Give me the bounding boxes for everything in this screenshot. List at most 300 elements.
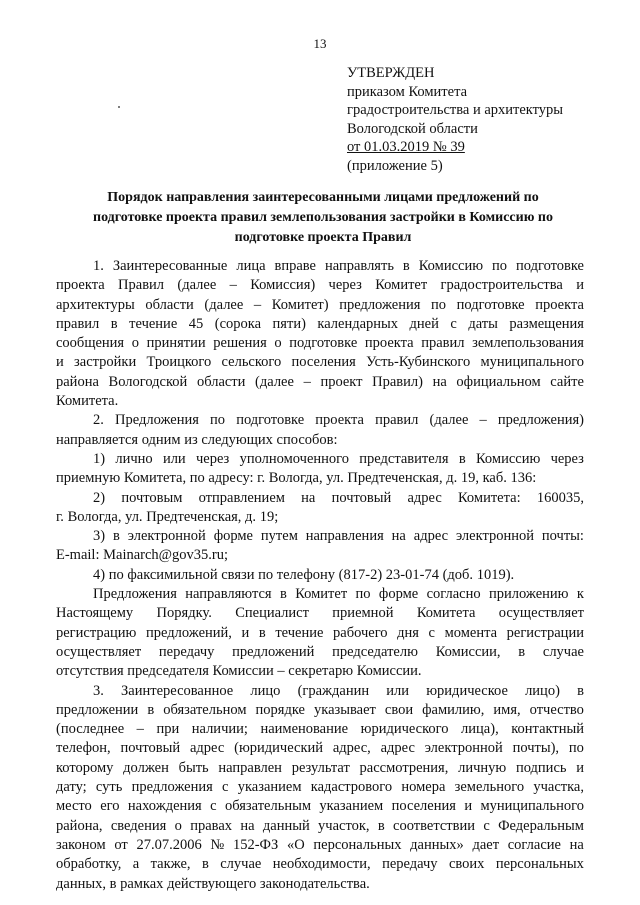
- body-word: 19,: [460, 470, 483, 487]
- body-line: [56, 411, 584, 430]
- body-word: области: [196, 373, 246, 390]
- body-line: [56, 817, 584, 836]
- body-word: (гражданин: [297, 682, 370, 699]
- body-word: Вологда,: [67, 508, 126, 525]
- approval-line-3: градостроительства и архитектуры: [347, 102, 564, 119]
- body-word: «О: [286, 836, 305, 853]
- body-line: [56, 836, 584, 855]
- body-word: Федеральным: [498, 817, 584, 834]
- body-word: Комиссию: [418, 258, 484, 274]
- body-word: сайте: [550, 373, 584, 390]
- body-line: [56, 585, 584, 604]
- body-word: номера: [401, 779, 446, 796]
- body-line: [56, 566, 584, 585]
- body-word: –: [479, 412, 487, 429]
- body-word: на: [391, 528, 406, 545]
- body-word: секретарю: [288, 663, 357, 680]
- body-word: 2.: [93, 412, 104, 429]
- body-word: через: [550, 450, 584, 467]
- body-word: Специалист: [235, 605, 309, 622]
- body-word: путем: [260, 528, 298, 545]
- body-word: –: [229, 277, 237, 294]
- body-word: направления: [305, 528, 384, 545]
- body-word: 3.: [93, 682, 104, 699]
- body-word: дня: [397, 624, 419, 641]
- body-word: председателю: [332, 643, 418, 660]
- body-word: которому: [56, 759, 114, 776]
- approval-line-2: приказом Комитета: [347, 83, 468, 100]
- body-word: Комитет: [295, 586, 348, 603]
- body-word: обязательным: [224, 798, 311, 815]
- body-word: области: [145, 296, 194, 313]
- body-word: телефон,: [56, 740, 111, 757]
- body-word: председателя: [127, 663, 213, 680]
- body-word: правил: [56, 315, 100, 332]
- scan-speck: [118, 106, 120, 108]
- body-word: Предтеченская,: [347, 470, 447, 487]
- body-word: также,: [150, 856, 191, 873]
- body-word: сельского: [221, 354, 282, 371]
- body-word: поселения: [391, 798, 456, 815]
- body-word: приемной: [332, 605, 394, 622]
- body-word: регистрацию: [56, 624, 137, 641]
- body-word: (юридический: [234, 740, 324, 757]
- body-word: правил: [421, 335, 465, 352]
- body-word: лицо: [250, 682, 281, 699]
- body-word: отсутствия: [56, 663, 128, 680]
- body-word: указанием: [319, 798, 384, 815]
- body-word: от: [114, 836, 128, 853]
- body-line: [56, 643, 584, 662]
- body-word: факсимильной: [127, 566, 222, 583]
- body-word: по: [258, 566, 277, 583]
- body-word: по: [189, 470, 209, 487]
- body-word: Настоящему: [56, 605, 134, 622]
- body-word: необходимости,: [272, 856, 371, 873]
- body-line: [56, 759, 584, 778]
- title-line-1: Порядок направления заинтересованными лицами предложений по: [107, 190, 539, 205]
- body-word: течение: [275, 624, 324, 641]
- approval-line-1: УТВЕРЖДЕН: [347, 65, 435, 81]
- body-word: 27.07.2006: [136, 836, 202, 853]
- body-word: адрес,: [332, 740, 371, 757]
- body-word: земельного: [454, 779, 525, 796]
- body-word: через: [195, 450, 230, 467]
- body-word: случае: [220, 856, 262, 873]
- body-word: почтовый: [331, 489, 392, 506]
- body-word: даты: [468, 315, 498, 332]
- body-word: района,: [56, 817, 103, 834]
- body-word: 152-ФЗ: [232, 836, 279, 853]
- body-word: по: [568, 740, 584, 757]
- body-word: по: [431, 296, 447, 313]
- body-word: передачу: [382, 856, 438, 873]
- body-line: [56, 797, 584, 816]
- body-word: 136:: [510, 470, 537, 487]
- body-word: застройки: [74, 354, 137, 371]
- body-line: [56, 276, 584, 295]
- body-word: проект: [320, 373, 363, 390]
- body-line: [56, 334, 584, 353]
- body-word: с: [222, 779, 229, 796]
- body-word: фамилию,: [422, 701, 485, 718]
- body-word: проекта: [315, 412, 364, 429]
- body-word: лично: [115, 450, 153, 467]
- body-word: и: [56, 354, 64, 371]
- title-line-2: подготовке проекта правил землепользования застройки в Комиссию по: [93, 210, 553, 225]
- body-word: указывает: [314, 701, 376, 718]
- body-word: подпись: [515, 759, 567, 776]
- body-line: [56, 739, 584, 758]
- body-line: [56, 315, 584, 334]
- body-word: указанием: [237, 779, 302, 796]
- body-word: предложения): [497, 412, 584, 429]
- body-word: в: [113, 528, 120, 545]
- body-word: наличии;: [191, 721, 248, 738]
- body-line: [56, 257, 584, 276]
- body-word: результат: [291, 759, 350, 776]
- body-word: обработку,: [56, 856, 122, 873]
- body-word: и: [464, 798, 473, 815]
- body-word: по: [210, 412, 226, 429]
- body-word: по: [108, 566, 128, 583]
- body-word: порядке: [255, 701, 305, 718]
- body-word: Предложения: [93, 586, 177, 603]
- body-word: принятии: [146, 335, 206, 352]
- body-word: свои: [384, 701, 414, 718]
- body-word: на: [432, 373, 447, 390]
- approval-line-4: Вологодской области: [347, 120, 478, 137]
- body-word: (доб.: [442, 566, 477, 583]
- body-line: [56, 778, 584, 797]
- body-word: о: [174, 817, 182, 834]
- body-word: Комитета:: [457, 489, 521, 506]
- body-word: Предтеченская,: [146, 508, 246, 525]
- body-word: Комитет): [271, 296, 329, 313]
- body-word: Комиссии: [212, 663, 278, 680]
- body-word: случае: [542, 643, 584, 660]
- body-word: (далее: [204, 296, 244, 313]
- body-word: Комитета: [416, 605, 476, 622]
- body-word: Порядку.: [156, 605, 212, 622]
- body-word: или: [162, 450, 186, 467]
- body-word: 45: [188, 315, 204, 332]
- body-word: обязательном: [163, 701, 247, 718]
- body-word: в: [577, 682, 584, 699]
- body-word: в: [110, 315, 118, 332]
- body-word: направлять: [324, 258, 394, 274]
- body-word: форме: [213, 528, 253, 545]
- body-word: отчество: [529, 701, 584, 718]
- body-word: направляются: [185, 586, 272, 603]
- body-word: электронной: [455, 528, 534, 545]
- body-word: Вологда,: [268, 470, 327, 487]
- body-line: [56, 662, 584, 681]
- body-word: в: [518, 643, 526, 660]
- body-word: (далее: [255, 373, 294, 390]
- document-body: [56, 257, 584, 894]
- body-word: контактный: [511, 721, 584, 738]
- body-word: по: [355, 586, 371, 603]
- body-line: [56, 604, 584, 623]
- body-word: через: [328, 277, 362, 294]
- body-line: [56, 431, 584, 450]
- approval-stamp-block: [347, 64, 617, 176]
- body-word: подготовке: [236, 412, 305, 429]
- body-word: телефону: [276, 566, 339, 583]
- body-word: с: [428, 624, 435, 641]
- body-word: передачу: [158, 643, 215, 660]
- body-word: 160035,: [536, 489, 584, 506]
- body-word: адрес: [189, 740, 225, 757]
- body-word: предложения: [339, 296, 421, 313]
- body-word: Комитет: [375, 277, 428, 294]
- body-word: муниципального: [480, 354, 584, 371]
- body-word: Комитета,: [123, 470, 190, 487]
- body-line: [56, 392, 584, 411]
- body-word: дней: [409, 315, 439, 332]
- body-word: суть: [95, 779, 123, 796]
- body-word: почты:: [541, 528, 584, 545]
- body-word: сведения: [110, 817, 167, 834]
- document-title: [56, 188, 590, 248]
- body-word: из: [184, 431, 202, 448]
- body-word: по: [492, 258, 508, 274]
- body-word: календарных: [317, 315, 399, 332]
- body-word: г.: [56, 508, 68, 525]
- body-word: подготовке: [516, 258, 584, 274]
- body-word: и: [576, 277, 584, 294]
- body-word: рассмотрения,: [359, 759, 449, 776]
- body-word: почты),: [512, 740, 560, 757]
- body-word: 23-01-74: [385, 566, 443, 583]
- body-word: своих: [448, 856, 485, 873]
- body-word: Комиссии.: [356, 663, 422, 680]
- body-word: землепользования: [472, 335, 584, 352]
- body-word: юридическое: [426, 682, 508, 699]
- body-word: –: [303, 373, 311, 390]
- body-word: одним: [141, 431, 185, 448]
- body-word: вправе: [274, 258, 316, 274]
- body-word: поселения: [291, 354, 356, 371]
- body-word: уполномоченного: [239, 450, 349, 467]
- body-word: электронной: [424, 740, 503, 757]
- body-word: законом: [56, 836, 106, 853]
- body-word: или: [386, 682, 410, 699]
- body-word: –: [253, 296, 262, 313]
- body-word: решения: [213, 335, 267, 352]
- body-word: кадастрового: [310, 779, 393, 796]
- body-word: адресу:: [208, 470, 258, 487]
- body-word: при: [156, 721, 180, 738]
- body-word: в: [258, 624, 266, 641]
- body-word: ул.: [326, 470, 348, 487]
- page-number: 13: [313, 36, 327, 51]
- body-line: [56, 720, 584, 739]
- body-word: должен: [123, 759, 169, 776]
- body-word: 1019).: [476, 566, 515, 583]
- body-word: его: [100, 798, 120, 815]
- body-word: почтовый: [120, 740, 181, 757]
- body-line: [56, 546, 584, 565]
- body-line: [56, 373, 584, 392]
- body-word: и: [576, 759, 584, 776]
- body-word: д.: [245, 508, 260, 525]
- body-word: электронной: [127, 528, 206, 545]
- body-word: района: [56, 373, 99, 390]
- body-word: д.: [446, 470, 461, 487]
- body-word: момента: [444, 624, 498, 641]
- body-line: [56, 875, 584, 894]
- body-word: –: [277, 663, 289, 680]
- approval-order-date: от 01.03.2019 № 39: [347, 139, 465, 156]
- body-word: подготовке: [289, 335, 358, 352]
- body-line: [56, 527, 584, 546]
- body-word: юридического: [360, 721, 449, 738]
- body-word: действующего: [167, 875, 260, 892]
- body-word: течение: [129, 315, 178, 332]
- body-word: осуществляет: [56, 643, 142, 660]
- body-word: данных»: [410, 836, 464, 853]
- body-word: рамках: [120, 875, 168, 892]
- body-word: форме: [378, 586, 419, 603]
- body-word: (сорока: [214, 315, 262, 332]
- body-word: место: [56, 798, 92, 815]
- body-word: предложении: [56, 701, 139, 718]
- body-word: муниципального: [480, 798, 584, 815]
- body-word: –: [136, 721, 144, 738]
- body-word: дату;: [56, 779, 87, 796]
- body-word: предложения: [131, 779, 213, 796]
- body-word: архитектуры: [56, 296, 135, 313]
- body-word: способов:: [276, 431, 338, 448]
- body-word: проекта: [535, 296, 584, 313]
- body-word: осуществляет: [498, 605, 584, 622]
- body-word: на: [240, 817, 255, 834]
- body-word: в: [458, 450, 466, 467]
- body-word: приложению: [488, 586, 569, 603]
- body-word: согласно: [426, 586, 481, 603]
- body-word: имя,: [493, 701, 521, 718]
- body-word: нахождения: [127, 798, 202, 815]
- body-word: связи: [221, 566, 259, 583]
- body-word: ул.: [125, 508, 147, 525]
- body-word: лица),: [461, 721, 499, 738]
- body-word: Вологодской: [108, 373, 188, 390]
- body-word: 1): [93, 450, 106, 467]
- body-word: каб.: [482, 470, 511, 487]
- body-word: (далее: [429, 412, 469, 429]
- body-line: [56, 682, 584, 701]
- body-line: [56, 450, 584, 469]
- body-word: Комиссия): [250, 277, 316, 294]
- body-word: на: [569, 836, 584, 853]
- body-word: подготовке: [456, 296, 525, 313]
- body-word: (далее: [177, 277, 217, 294]
- body-word: проекта: [56, 277, 105, 294]
- body-word: лицо): [525, 682, 560, 699]
- body-word: №: [210, 836, 225, 853]
- body-word: 4): [93, 566, 109, 583]
- body-word: E-mail:: [56, 547, 104, 564]
- body-word: 2): [93, 489, 106, 506]
- body-word: Усть-Кубинского: [366, 354, 471, 371]
- body-word: данных,: [56, 875, 110, 892]
- body-word: в: [402, 258, 410, 274]
- body-word: направляется: [56, 431, 142, 448]
- body-line: [56, 855, 584, 874]
- body-word: регистрации: [506, 624, 584, 641]
- approval-appendix-note: (приложение 5): [347, 157, 443, 174]
- body-word: Mainarch@gov35.ru;: [103, 547, 229, 564]
- body-word: следующих: [201, 431, 277, 448]
- body-word: в: [109, 875, 121, 892]
- body-word: Троицкого: [146, 354, 212, 371]
- body-word: отправлением: [198, 489, 285, 506]
- body-word: о: [274, 335, 282, 352]
- body-word: приемную: [56, 470, 124, 487]
- body-word: Заинтересованные: [112, 258, 228, 274]
- body-word: предложений,: [145, 624, 232, 641]
- body-word: адрес: [413, 528, 449, 545]
- body-word: Заинтересованное: [121, 682, 234, 699]
- body-line: [56, 469, 584, 488]
- body-word: правил: [375, 412, 419, 429]
- body-word: правах: [190, 817, 233, 834]
- title-line-3: подготовке проекта Правил: [234, 230, 412, 245]
- body-word: в: [147, 701, 155, 718]
- body-word: законодательства.: [259, 875, 370, 892]
- body-word: в: [279, 586, 287, 603]
- body-word: Комитета.: [56, 393, 119, 410]
- body-word: на: [301, 489, 316, 506]
- body-word: к: [576, 586, 584, 603]
- body-word: Правил): [372, 373, 423, 390]
- body-word: данный: [262, 817, 310, 834]
- body-word: личную: [458, 759, 507, 776]
- body-line: [56, 489, 584, 508]
- body-word: адрес: [380, 740, 415, 757]
- body-word: Предложения: [115, 412, 199, 429]
- body-word: Комиссию: [475, 450, 541, 467]
- body-word: пяти): [272, 315, 306, 332]
- body-word: Правил: [118, 277, 165, 294]
- body-word: направлен: [218, 759, 282, 776]
- body-word: почтовым: [121, 489, 183, 506]
- body-word: персональных: [495, 856, 584, 873]
- body-word: (817-2): [338, 566, 386, 583]
- body-word: 3): [93, 528, 106, 545]
- body-word: 1.: [93, 258, 104, 274]
- body-word: с: [450, 315, 457, 332]
- body-word: в: [377, 817, 385, 834]
- body-word: (последнее: [56, 721, 125, 738]
- body-word: участка,: [533, 779, 584, 796]
- body-word: предложений: [232, 643, 315, 660]
- body-line: [56, 353, 584, 372]
- body-word: адрес: [407, 489, 442, 506]
- body-line: [56, 701, 584, 720]
- body-word: проекта: [364, 335, 414, 352]
- body-word: градостроительства: [440, 277, 563, 294]
- body-word: лица: [236, 258, 266, 274]
- body-word: о: [131, 335, 139, 352]
- body-line: [56, 508, 584, 527]
- body-word: Комиссии,: [435, 643, 501, 660]
- body-word: сообщения: [56, 335, 125, 352]
- body-word: персональных: [313, 836, 402, 853]
- body-line: [56, 296, 584, 315]
